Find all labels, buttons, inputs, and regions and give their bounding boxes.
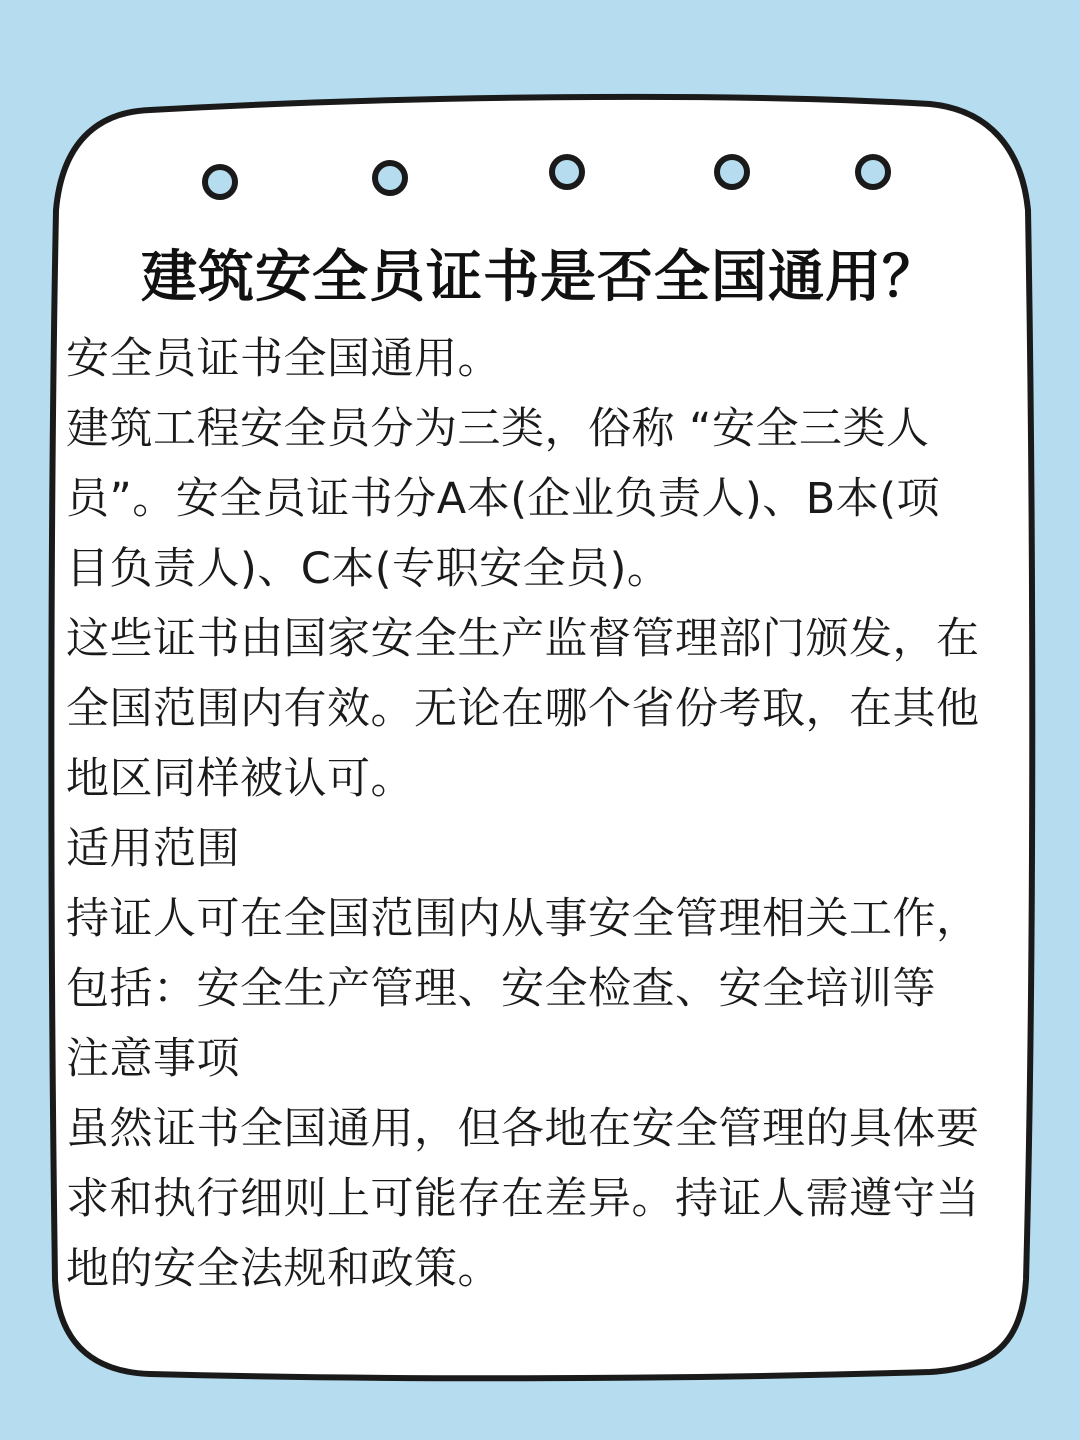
text-line: 虽然证书全国通用，但各地在安全管理的具体要 [66, 1104, 980, 1154]
section-heading-scope: 适用范围 [66, 824, 240, 874]
text-line: 这些证书由国家安全生产监督管理部门颁发，在 [66, 614, 980, 664]
body-text [66, 324, 1024, 1304]
text-line: 安全员证书全国通用。 [66, 334, 501, 384]
notebook-ring-icon [717, 157, 747, 187]
text-line: 持证人可在全国范围内从事安全管理相关工作， [66, 894, 980, 944]
notebook-ring-icon [205, 167, 235, 197]
text-line: 建筑工程安全员分为三类，俗称 “安全三类人 [66, 404, 930, 454]
notebook-ring-icon [375, 163, 405, 193]
text-line: 目负责人)、C本(专职安全员)。 [66, 544, 671, 594]
text-line: 全国范围内有效。无论在哪个省份考取，在其他 [66, 684, 980, 734]
text-line: 员”。安全员证书分A本(企业负责人)、B本(项 [66, 474, 941, 524]
section-heading-notes: 注意事项 [66, 1034, 240, 1084]
text-line: 包括：安全生产管理、安全检查、安全培训等 [66, 964, 936, 1014]
notebook-ring-icon [552, 157, 582, 187]
notebook-ring-icon [858, 157, 888, 187]
text-line: 求和执行细则上可能存在差异。持证人需遵守当 [66, 1174, 980, 1224]
text-line: 地的安全法规和政策。 [66, 1244, 501, 1294]
text-line: 地区同样被认可。 [66, 754, 414, 804]
page-title: 建筑安全员证书是否全国通用？ [141, 245, 939, 310]
